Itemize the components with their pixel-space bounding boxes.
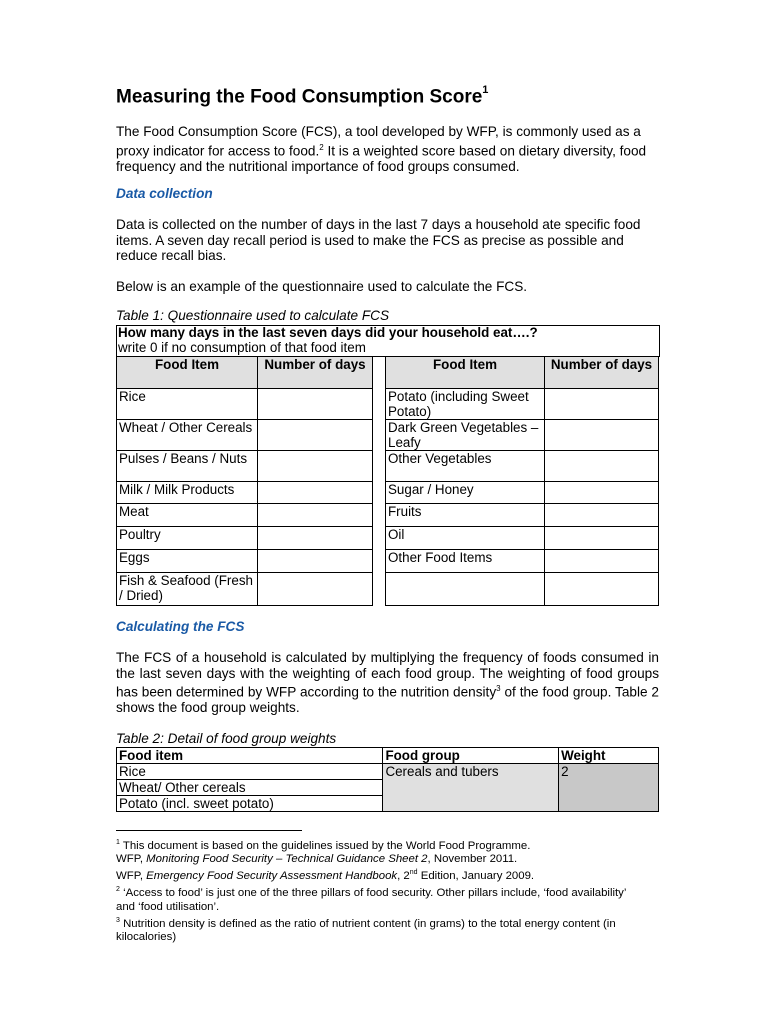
table1-cell: Oil — [386, 527, 545, 550]
table1-header-days: Number of days — [258, 357, 373, 389]
table1-cell: Other Food Items — [386, 550, 545, 573]
footnote-1: $^1$ This document is based on the guidelines issued by the World Food Programme. — [116, 839, 531, 852]
table1-cell: Fruits — [386, 504, 545, 527]
table2-cell: Potato (incl. sweet potato) — [117, 796, 383, 812]
table1-cell: Milk / Milk Products — [117, 482, 258, 504]
questionnaire-intro: Below is an example of the questionnaire used to calculate the FCS. — [116, 279, 528, 294]
table1-cell: Wheat / Other Cereals — [117, 420, 258, 451]
table2-food-group: Cereals and tubers — [383, 764, 559, 812]
data-collection-paragraph: Data is collected on the number of days in the last 7 days a household ate specific food items. A seven day recall period is used to make the FCS as precise as possible and reduce recall bias. — [116, 217, 641, 263]
page-title: Measuring the Food Consumption Score$^1$ — [116, 84, 489, 108]
table1-cell: Other Vegetables — [386, 451, 545, 482]
intro-paragraph: The Food Consumption Score (FCS), a tool developed by WFP, is commonly used as a proxy indicator for access to food.$^2$ It is a weighted score based on dietary diversity, food frequency and the nutritional importance of food groups consumed. — [116, 124, 647, 174]
table1-left — [116, 356, 373, 606]
table1-cell: Fish & Seafood (Fresh / Dried) — [117, 573, 258, 606]
table1-right — [385, 356, 659, 606]
table1-header-food-item: Food Item — [117, 357, 258, 389]
table1-cell — [386, 573, 545, 606]
table1-question-header — [116, 325, 660, 357]
footnote-divider — [116, 830, 302, 831]
table2 — [116, 747, 659, 812]
table1-caption: Table 1: Questionnaire used to calculate FCS — [116, 308, 390, 323]
table1-cell: Poultry — [117, 527, 258, 550]
table1-cell: Sugar / Honey — [386, 482, 545, 504]
table1-header-food-item: Food Item — [386, 357, 545, 389]
table2-caption: Table 2: Detail of food group weights — [116, 731, 337, 746]
table1-question: How many days in the last seven days did your household eat….? — [118, 325, 538, 340]
table1-cell: Dark Green Vegetables – Leafy — [386, 420, 545, 451]
table2-cell: Wheat/ Other cereals — [117, 780, 383, 796]
table1-instruction: write 0 if no consumption of that food item — [118, 339, 366, 355]
footnotes — [116, 836, 636, 944]
table1-cell: Meat — [117, 504, 258, 527]
table1-cell: Eggs — [117, 550, 258, 573]
data-collection-heading: Data collection — [116, 186, 213, 201]
calculating-paragraph: The FCS of a household is calculated by multiplying the frequency of foods consumed in the last seven days with the weighting of each food group. The weighting of food groups has been determined by WFP according to the nutrition density$^3$ of the food group. Table 2 shows the food group weights. — [116, 650, 659, 716]
table2-header-food-group: Food group — [383, 748, 559, 764]
table1-cell: Potato (including Sweet Potato) — [386, 389, 545, 420]
calculating-heading: Calculating the FCS — [116, 619, 245, 634]
table1-cell: Rice — [117, 389, 258, 420]
footnote-ref: 1 — [482, 84, 489, 96]
footnote-1-ref-a: WFP, Monitoring Food Security – Technical Guidance Sheet 2, November 2011. — [116, 853, 518, 866]
footnote-3: $^3$ Nutrition density is defined as the ratio of nutrient content (in grams) to the total energy content (in kilocalories) — [116, 916, 616, 943]
table2-weight: 2 — [559, 764, 659, 812]
table2-header-food-item: Food item — [117, 748, 383, 764]
table2-header-weight: Weight — [559, 748, 659, 764]
table1-header-days: Number of days — [545, 357, 659, 389]
table1-cell: Pulses / Beans / Nuts — [117, 451, 258, 482]
table2-cell: Rice — [117, 764, 383, 780]
footnote-1-ref-b: WFP, Emergency Food Security Assessment Handbook, 2nd Edition, January 2009. — [116, 869, 535, 883]
footnote-2: $^2$ ‘Access to food’ is just one of the three pillars of food security. Other pillars include, ‘food availability’ and ‘food utilisation’. — [116, 886, 626, 913]
